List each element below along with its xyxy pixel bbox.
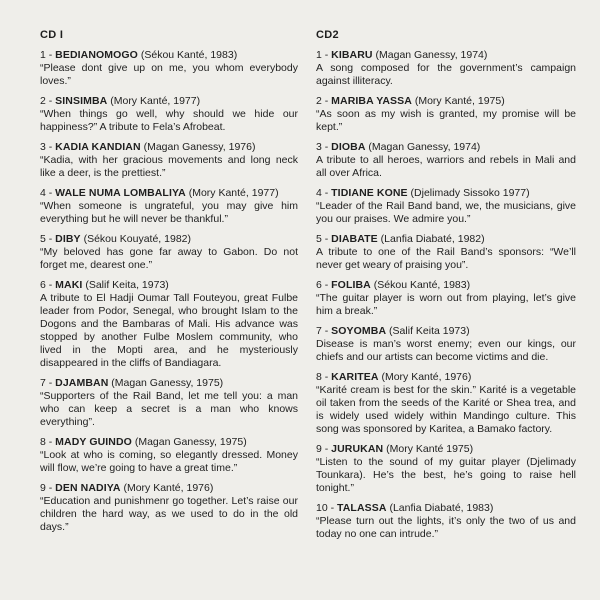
track-entry	[316, 233, 576, 272]
track-credit: (Magan Ganessy, 1975)	[108, 377, 224, 389]
track-entry	[316, 279, 576, 318]
track-title: DEN NADIYA	[55, 482, 121, 494]
track-title: SINSIMBA	[55, 95, 108, 107]
track-title: JURUKAN	[331, 443, 384, 455]
track-description: “My beloved has gone far away to Gabon. Do not forget me, dearest one.”	[40, 246, 298, 271]
track-header	[316, 443, 576, 456]
track-entry	[40, 436, 298, 475]
track-header	[316, 95, 576, 108]
cd2-heading: CD2	[316, 29, 339, 41]
track-description: A tribute to all heroes, warriors and rebels in Mali and all over Africa.	[316, 154, 576, 179]
track-description: A song composed for the government’s campaign against illiteracy.	[316, 62, 576, 87]
track-entry	[316, 49, 576, 88]
track-header	[316, 279, 576, 292]
track-title: TALASSA	[337, 502, 387, 514]
track-title: DIBY	[55, 233, 81, 245]
track-title: WALE NUMA LOMBALIYA	[55, 187, 186, 199]
track-entry	[316, 187, 576, 226]
track-entry	[40, 482, 298, 534]
track-credit: (Magan Ganessy, 1974)	[365, 141, 481, 153]
track-description: “Kadia, with her gracious movements and long neck like a deer, is the prettiest.”	[40, 154, 298, 179]
cd1-heading: CD I	[40, 29, 64, 41]
track-credit: (Magan Ganessy, 1975)	[131, 436, 247, 448]
track-entry	[40, 187, 298, 226]
track-number: 8 -	[316, 371, 332, 383]
track-credit: (Lanfia Diabaté, 1982)	[377, 233, 485, 245]
track-title: KADIA KANDIAN	[55, 141, 141, 153]
track-entry	[316, 502, 576, 541]
track-title: DIOBA	[331, 141, 366, 153]
track-credit: (Mory Kanté, 1977)	[107, 95, 201, 107]
track-header	[40, 377, 298, 390]
track-header	[40, 279, 298, 292]
track-title: MADY GUINDO	[55, 436, 132, 448]
track-number: 9 -	[316, 443, 332, 455]
track-description: “Education and punishmenr go together. Let’s raise our children the hard way, as we used to do in the old days.”	[40, 495, 298, 533]
track-description: Disease is man’s worst enemy; even our kings, our chiefs and our artists can become victims and die.	[316, 338, 576, 363]
track-entry	[40, 141, 298, 180]
track-title: FOLIBA	[331, 279, 371, 291]
track-entry	[40, 377, 298, 429]
track-title: SOYOMBA	[331, 325, 387, 337]
track-credit: (Magan Ganessy, 1974)	[372, 49, 488, 61]
track-credit: (Mory Kanté, 1977)	[185, 187, 279, 199]
track-number: 1 -	[40, 49, 56, 61]
track-credit: (Lanfia Diabaté, 1983)	[386, 502, 494, 514]
track-description: “Please turn out the lights, it’s only the two of us and today no one can intrude.”	[316, 515, 576, 540]
track-description: “Look at who is coming, so elegantly dressed. Money will flow, we’re going to have a great time.”	[40, 449, 298, 474]
track-description: “Please dont give up on me, you whom everybody loves.”	[40, 62, 298, 87]
track-entry	[316, 325, 576, 364]
track-description: “When things go well, why should we hide our happiness?” A tribute to Fela’s Afrobeat.	[40, 108, 298, 133]
track-description: “As soon as my wish is granted, my promise will be kept.”	[316, 108, 576, 133]
track-title: BEDIANOMOGO	[55, 49, 138, 61]
track-header	[316, 187, 576, 200]
track-credit: (Sékou Kanté, 1983)	[137, 49, 238, 61]
track-credit: (Sékou Kouyaté, 1982)	[80, 233, 191, 245]
track-header	[40, 187, 298, 200]
track-title: DJAMBAN	[55, 377, 109, 389]
track-number: 8 -	[40, 436, 56, 448]
track-header	[40, 141, 298, 154]
track-entry	[316, 141, 576, 180]
track-number: 6 -	[40, 279, 56, 291]
track-number: 4 -	[316, 187, 332, 199]
track-number: 9 -	[40, 482, 56, 494]
track-header	[40, 233, 298, 246]
track-credit: (Djelimady Sissoko 1977)	[407, 187, 530, 199]
track-description: “Leader of the Rail Band band, we, the musicians, give you our praises. We admire you.”	[316, 200, 576, 225]
track-entry	[316, 443, 576, 495]
track-description: “Karité cream is best for the skin.” Karité is a vegetable oil taken from the seeds of the Karité or Shea trea, and is widely used widely within Mandingo culture. This song was sponsored by Karitea, a Bamako factory.	[316, 384, 576, 435]
track-description: “The guitar player is worn out from playing, let’s give him a break.”	[316, 292, 576, 317]
track-number: 6 -	[316, 279, 332, 291]
track-description: A tribute to one of the Rail Band’s sponsors: “We’ll never get weary of praising you”.	[316, 246, 576, 271]
track-header	[316, 325, 576, 338]
track-title: DIABATE	[331, 233, 378, 245]
track-header	[316, 49, 576, 62]
track-credit: (Magan Ganessy, 1976)	[140, 141, 256, 153]
track-number: 3 -	[40, 141, 56, 153]
track-header	[40, 482, 298, 495]
track-number: 3 -	[316, 141, 332, 153]
track-entry	[40, 95, 298, 134]
track-entry	[316, 95, 576, 134]
track-credit: (Mory Kanté, 1976)	[120, 482, 214, 494]
track-entry	[40, 233, 298, 272]
track-credit: (Sékou Kanté, 1983)	[370, 279, 471, 291]
track-number: 5 -	[316, 233, 332, 245]
track-header	[40, 49, 298, 62]
track-number: 2 -	[40, 95, 56, 107]
track-number: 2 -	[316, 95, 332, 107]
track-description: “When someone is ungrateful, you may give him everything but he will never be thankful.”	[40, 200, 298, 225]
track-header	[316, 233, 576, 246]
track-number: 4 -	[40, 187, 56, 199]
track-number: 1 -	[316, 49, 332, 61]
track-header	[316, 502, 576, 515]
track-header	[316, 141, 576, 154]
track-number: 7 -	[316, 325, 332, 337]
track-credit: (Salif Keita 1973)	[386, 325, 470, 337]
cd2-column	[316, 28, 576, 548]
track-title: MARIBA YASSA	[331, 95, 412, 107]
track-credit: (Mory Kanté, 1976)	[378, 371, 472, 383]
track-description: A tribute to El Hadji Oumar Tall Fouteyou, great Fulbe leader from Podor, Senegal, who brought Islam to the Dogons and the Bambaras of Mali. His advance was stopped by another Fulbe Moslem community, who lived in the Mopti area, and he mysteriously disappeared in the cliffs of Bandiagara.	[40, 292, 298, 369]
track-header	[316, 371, 576, 384]
track-credit: (Mory Kanté, 1975)	[411, 95, 505, 107]
track-entry	[316, 371, 576, 436]
track-title: MAKI	[55, 279, 83, 291]
track-description: “Listen to the sound of my guitar player (Djelimady Tounkara). He’s the best, he’s going to raise hell tonight.”	[316, 456, 576, 494]
track-credit: (Salif Keita, 1973)	[82, 279, 169, 291]
track-number: 7 -	[40, 377, 56, 389]
track-title: TIDIANE KONE	[331, 187, 408, 199]
track-header	[40, 95, 298, 108]
track-number: 5 -	[40, 233, 56, 245]
cd1-column	[40, 28, 298, 541]
track-number: 10 -	[316, 502, 338, 514]
track-title: KARITEA	[331, 371, 379, 383]
track-header	[40, 436, 298, 449]
track-credit: (Mory Kanté 1975)	[383, 443, 474, 455]
track-title: KIBARU	[331, 49, 373, 61]
track-entry	[40, 279, 298, 370]
track-description: “Supporters of the Rail Band, let me tell you: a man who can keep a secret is a man who knows everything”.	[40, 390, 298, 428]
track-entry	[40, 49, 298, 88]
